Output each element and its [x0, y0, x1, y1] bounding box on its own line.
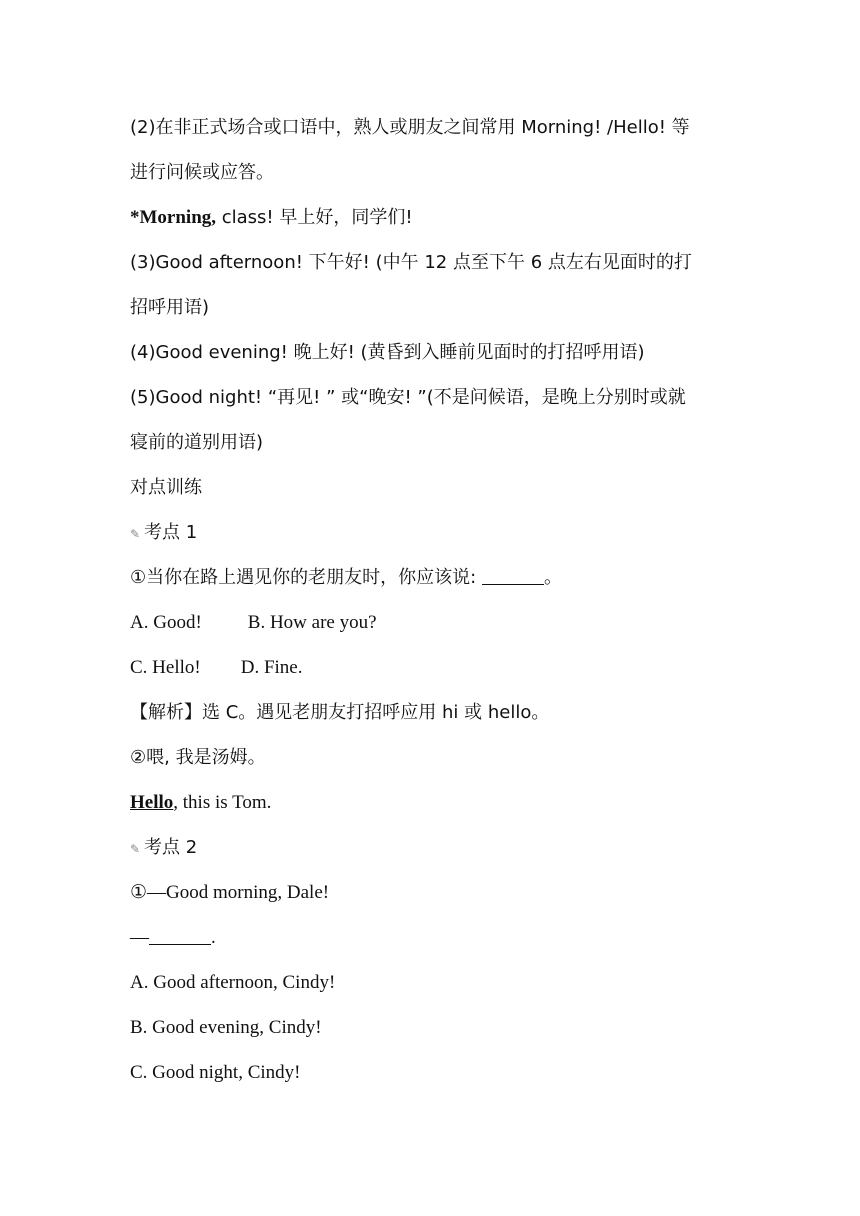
item5-line1: (5)Good night! “再见! ” 或“晚安! ”(不是问候语，是晚上分别时或就 — [130, 387, 686, 408]
q2-rest: , this is Tom. — [173, 792, 272, 813]
point1-analysis: 【解析】选 C。遇见老朋友打招呼应用 hi 或 hello。 — [130, 702, 550, 723]
reply-end: . — [211, 927, 216, 948]
item5-line2: 寝前的道别用语) — [130, 432, 264, 453]
point1-options-ab — [130, 610, 377, 636]
pin-icon: ✎ — [130, 842, 141, 856]
point1-q1-end: 。 — [543, 567, 562, 588]
point1-q1-text: ①当你在路上遇见你的老朋友时，你应该说: — [130, 567, 477, 588]
option-c: C. Hello! — [130, 657, 201, 678]
example-bold: *Morning, — [130, 207, 217, 228]
reply-blank — [149, 926, 211, 945]
practice-title: 对点训练 — [130, 477, 202, 498]
point2-option-a: A. Good afternoon, Cindy! — [130, 972, 336, 993]
item2-line1: (2)在非正式场合或口语中，熟人或朋友之间常用 Morning! /Hello! 等 — [130, 117, 690, 138]
option-a: A. Good! — [130, 612, 202, 633]
point1-q2-answer-line — [130, 790, 271, 816]
point2-option-c: C. Good night, Cindy! — [130, 1062, 301, 1083]
option-b: B. How are you? — [247, 612, 377, 633]
point2-label: 考点 2 — [144, 837, 198, 858]
point1-label: 考点 1 — [144, 522, 198, 543]
item4-line: (4)Good evening! 晚上好! (黄昏到入睡前见面时的打招呼用语) — [130, 342, 645, 363]
item3-line2: 招呼用语) — [130, 297, 210, 318]
point1-heading — [130, 520, 197, 547]
point2-option-b: B. Good evening, Cindy! — [130, 1017, 322, 1038]
item3-line1: (3)Good afternoon! 下午好! (中午 12 点至下午 6 点左右见面时的打 — [130, 252, 692, 273]
item2-line2: 进行问候或应答。 — [130, 162, 274, 183]
point2-q1: ①—Good morning, Dale! — [130, 882, 330, 903]
reply-dash: — — [130, 927, 149, 948]
pin-icon: ✎ — [130, 527, 141, 541]
answer-blank — [482, 566, 544, 585]
point2-heading — [130, 835, 197, 862]
option-d: D. Fine. — [240, 657, 303, 678]
point1-q2: ②喂, 我是汤姆。 — [130, 747, 266, 768]
q2-answer: Hello — [130, 792, 174, 813]
point1-options-cd — [130, 655, 302, 681]
example-rest: class! 早上好，同学们! — [216, 207, 413, 228]
point1-q1 — [130, 565, 562, 591]
example-line — [130, 205, 413, 231]
point2-reply — [130, 925, 216, 951]
